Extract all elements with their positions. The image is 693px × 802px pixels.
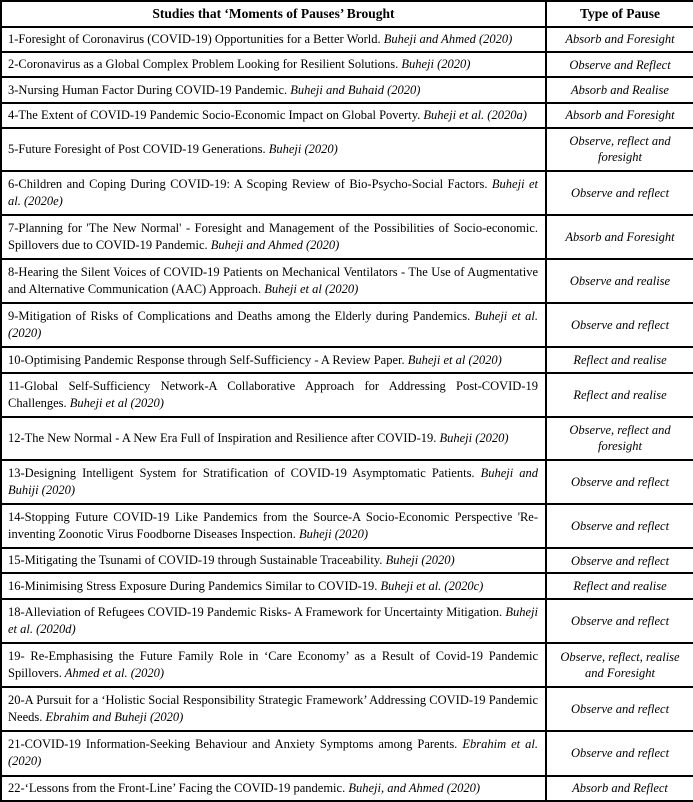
table-row: [1, 215, 693, 259]
pause-type: Absorb and Foresight: [546, 27, 693, 52]
study-cell: [1, 573, 546, 598]
study-title: 15-Mitigating the Tsunami of COVID-19 through Sustainable Traceability.: [8, 553, 383, 568]
study-cell: [1, 103, 546, 128]
study-citation: Buheji et al (2020): [407, 352, 502, 367]
study-citation: Buheji et al (2020): [264, 282, 359, 297]
study-title: 12-The New Normal - A New Era Full of Inspiration and Resilience after COVID-19.: [8, 430, 437, 445]
table-row: [1, 504, 693, 548]
pause-type: Observe, reflect and foresight: [546, 417, 693, 460]
table-row: [1, 52, 693, 77]
pause-type: Observe and reflect: [546, 504, 693, 548]
study-title: 7-Planning for 'The New Normal' - Foresight and Management of the Possibilities of Socio-economic. Spillovers due to COVID-19 Pandemic.: [8, 220, 538, 252]
study-citation: Buheji, and Ahmed (2020): [348, 780, 481, 795]
table-row: [1, 171, 693, 215]
study-title: 3-Nursing Human Factor During COVID-19 Pandemic.: [8, 82, 288, 97]
pause-type: Reflect and realise: [546, 373, 693, 417]
table-row: [1, 77, 693, 102]
study-title: 19- Re-Emphasising the Future Family Role in ‘Care Economy’ as a Result of Covid-19 Pandemic Spillovers.: [8, 649, 538, 681]
study-cell: [1, 417, 546, 460]
study-citation: Buheji (2020): [385, 553, 455, 568]
study-citation: Ahmed et al. (2020): [64, 666, 165, 681]
pause-type: Observe and Reflect: [546, 52, 693, 77]
pause-type: Absorb and Realise: [546, 77, 693, 102]
study-title: 9-Mitigation of Risks of Complications and Deaths among the Elderly during Pandemics.: [8, 309, 471, 324]
study-cell: [1, 128, 546, 171]
header-type-of-pause: Type of Pause: [546, 1, 693, 27]
pause-type: Observe, reflect, realise and Foresight: [546, 643, 693, 687]
pause-type: Absorb and Foresight: [546, 103, 693, 128]
study-title: 4-The Extent of COVID-19 Pandemic Socio-Economic Impact on Global Poverty.: [8, 107, 421, 122]
header-row: [1, 1, 693, 27]
study-title: 20-A Pursuit for a ‘Holistic Social Responsibility Strategic Framework’ Addressing COVID-19 Pandemic Needs.: [8, 693, 538, 725]
table-row: [1, 599, 693, 643]
study-cell: [1, 215, 546, 259]
pause-type: Observe and reflect: [546, 687, 693, 731]
pause-type: Observe and reflect: [546, 460, 693, 504]
study-citation: Buheji and Buhiji (2020): [8, 465, 538, 497]
pause-type: Observe and reflect: [546, 171, 693, 215]
study-cell: [1, 548, 546, 573]
study-citation: Buheji and Buhaid (2020): [290, 82, 421, 97]
study-title: 6-Children and Coping During COVID-19: A Scoping Review of Bio-Psycho-Social Factors.: [8, 176, 488, 191]
pause-type: Observe and reflect: [546, 303, 693, 347]
study-title: 11-Global Self-Sufficiency Network-A Collaborative Approach for Addressing Post-COVID-19 Challenges.: [8, 378, 538, 410]
study-citation: Buheji and Ahmed (2020): [210, 237, 340, 252]
pause-type: Observe, reflect and foresight: [546, 128, 693, 171]
study-cell: [1, 77, 546, 102]
study-title: 1-Foresight of Coronavirus (COVID-19) Opportunities for a Better World.: [8, 31, 381, 46]
study-title: 2-Coronavirus as a Global Complex Problem Looking for Resilient Solutions.: [8, 57, 399, 72]
study-citation: Buheji et al. (2020e): [8, 176, 539, 208]
table-row: [1, 731, 693, 775]
study-title: 8-Hearing the Silent Voices of COVID-19 Patients on Mechanical Ventilators - The Use of Augmentative and Alternative Communication (AAC) Approach.: [8, 265, 538, 297]
table-row: [1, 687, 693, 731]
table-row: [1, 259, 693, 303]
pause-type: Observe and realise: [546, 259, 693, 303]
table-row: [1, 460, 693, 504]
study-citation: Buheji (2020): [439, 430, 509, 445]
table-row: [1, 103, 693, 128]
study-title: 21-COVID-19 Information-Seeking Behaviour and Anxiety Symptoms among Parents.: [8, 737, 458, 752]
pause-type: Observe and reflect: [546, 599, 693, 643]
study-cell: [1, 599, 546, 643]
table-row: [1, 347, 693, 372]
pause-type: Absorb and Reflect: [546, 776, 693, 801]
table-row: [1, 573, 693, 598]
study-citation: Buheji (2020): [299, 526, 369, 541]
study-cell: [1, 460, 546, 504]
pause-type: Observe and reflect: [546, 731, 693, 775]
study-citation: Buheji et al. (2020d): [8, 604, 539, 636]
study-citation: Buheji et al. (2020): [8, 309, 538, 341]
study-cell: [1, 504, 546, 548]
study-cell: [1, 171, 546, 215]
table-row: [1, 303, 693, 347]
study-title: 13-Designing Intelligent System for Stratification of COVID-19 Asymptomatic Patients.: [8, 465, 475, 480]
study-citation: Buheji et al (2020): [69, 395, 164, 410]
table-row: [1, 776, 693, 801]
study-cell: [1, 259, 546, 303]
study-title: 10-Optimising Pandemic Response through Self-Sufficiency - A Review Paper.: [8, 352, 405, 367]
study-citation: Buheji et al. (2020a): [423, 107, 527, 122]
study-title: 14-Stopping Future COVID-19 Like Pandemics from the Source-A Socio-Economic Perspective 'Re-inventing Zoonotic Virus Foodborne Diseases Inspection.: [8, 509, 538, 541]
study-cell: [1, 731, 546, 775]
study-cell: [1, 643, 546, 687]
study-cell: [1, 687, 546, 731]
table-row: [1, 128, 693, 171]
study-cell: [1, 303, 546, 347]
pause-type: Absorb and Foresight: [546, 215, 693, 259]
study-citation: Ebrahim et al. (2020): [8, 737, 539, 769]
header-studies: Studies that ‘Moments of Pauses’ Brought: [1, 1, 546, 27]
study-citation: Buheji and Ahmed (2020): [383, 31, 513, 46]
table-row: [1, 417, 693, 460]
pause-type: Reflect and realise: [546, 573, 693, 598]
study-citation: Buheji (2020): [268, 141, 338, 156]
pause-type: Observe and reflect: [546, 548, 693, 573]
study-cell: [1, 776, 546, 801]
study-title: 5-Future Foresight of Post COVID-19 Generations.: [8, 141, 266, 156]
study-title: 16-Minimising Stress Exposure During Pandemics Similar to COVID-19.: [8, 578, 378, 593]
study-cell: [1, 27, 546, 52]
study-citation: Buheji (2020): [401, 57, 471, 72]
table-row: [1, 373, 693, 417]
study-title: 18-Alleviation of Refugees COVID-19 Pandemic Risks- A Framework for Uncertainty Mitigation.: [8, 604, 503, 619]
table-row: [1, 643, 693, 687]
study-cell: [1, 347, 546, 372]
table-row: [1, 548, 693, 573]
table-row: [1, 27, 693, 52]
study-citation: Ebrahim and Buheji (2020): [45, 710, 184, 725]
pause-type: Reflect and realise: [546, 347, 693, 372]
study-cell: [1, 373, 546, 417]
study-title: 22-‘Lessons from the Front-Line’ Facing the COVID-19 pandemic.: [8, 780, 346, 795]
study-cell: [1, 52, 546, 77]
study-citation: Buheji et al. (2020c): [380, 578, 484, 593]
